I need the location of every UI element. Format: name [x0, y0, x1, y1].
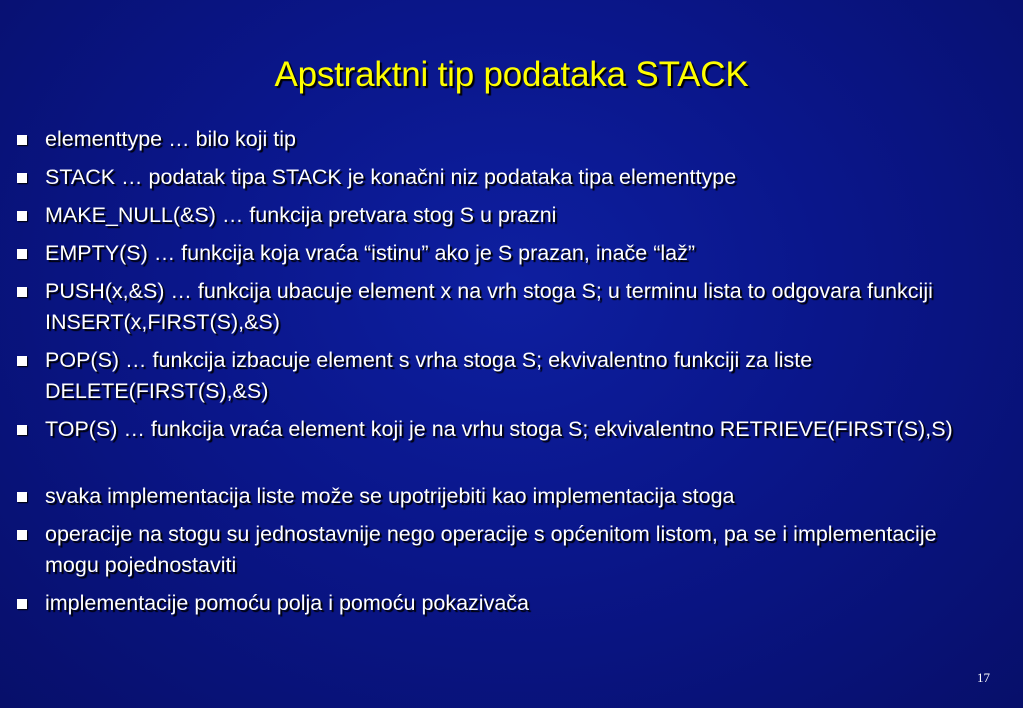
square-bullet-icon: [17, 211, 27, 221]
list-item: [17, 481, 977, 512]
list-item-text: POP(S) … funkcija izbacuje element s vrha stoga S; ekvivalentno funkciji za liste DELETE(FIRST(S),&S): [45, 348, 813, 403]
list-item-text: operacije na stogu su jednostavnije nego operacije s općenitom listom, pa se i implementacije mogu pojednostaviti: [45, 522, 937, 577]
list-item: [17, 200, 977, 231]
list-item-text: elementtype … bilo koji tip: [45, 127, 296, 151]
list-item: [17, 276, 977, 338]
list-item: [17, 345, 977, 407]
list-item: [17, 238, 977, 269]
square-bullet-icon: [17, 249, 27, 259]
list-item: [17, 519, 977, 581]
square-bullet-icon: [17, 173, 27, 183]
page-number: 17: [977, 670, 990, 685]
square-bullet-icon: [17, 530, 27, 540]
list-item: [17, 588, 977, 619]
list-item-text: STACK … podatak tipa STACK je konačni niz podataka tipa elementtype: [45, 165, 737, 189]
bullet-list: [17, 124, 977, 626]
list-item-text: EMPTY(S) … funkcija koja vraća “istinu” ako je S prazan, inače “laž”: [45, 241, 696, 265]
list-item-text: svaka implementacija liste može se upotrijebiti kao implementacija stoga: [45, 484, 735, 508]
list-item: [17, 124, 977, 155]
list-item: [17, 414, 977, 445]
list-item-text: implementacije pomoću polja i pomoću pokazivača: [45, 591, 530, 615]
list-item-text: TOP(S) … funkcija vraća element koji je na vrhu stoga S; ekvivalentno RETRIEVE(FIRST(S),S): [45, 417, 953, 441]
square-bullet-icon: [17, 599, 27, 609]
slide-title: Apstraktni tip podataka STACK: [274, 55, 749, 94]
square-bullet-icon: [17, 425, 27, 435]
list-item: [17, 162, 977, 193]
square-bullet-icon: [17, 287, 27, 297]
list-item-text: PUSH(x,&S) … funkcija ubacuje element x na vrh stoga S; u terminu lista to odgovara funkciji INSERT(x,FIRST(S),&S): [45, 279, 933, 334]
list-item-text: MAKE_NULL(&S) … funkcija pretvara stog S u prazni: [45, 203, 557, 227]
square-bullet-icon: [17, 356, 27, 366]
square-bullet-icon: [17, 492, 27, 502]
square-bullet-icon: [17, 135, 27, 145]
